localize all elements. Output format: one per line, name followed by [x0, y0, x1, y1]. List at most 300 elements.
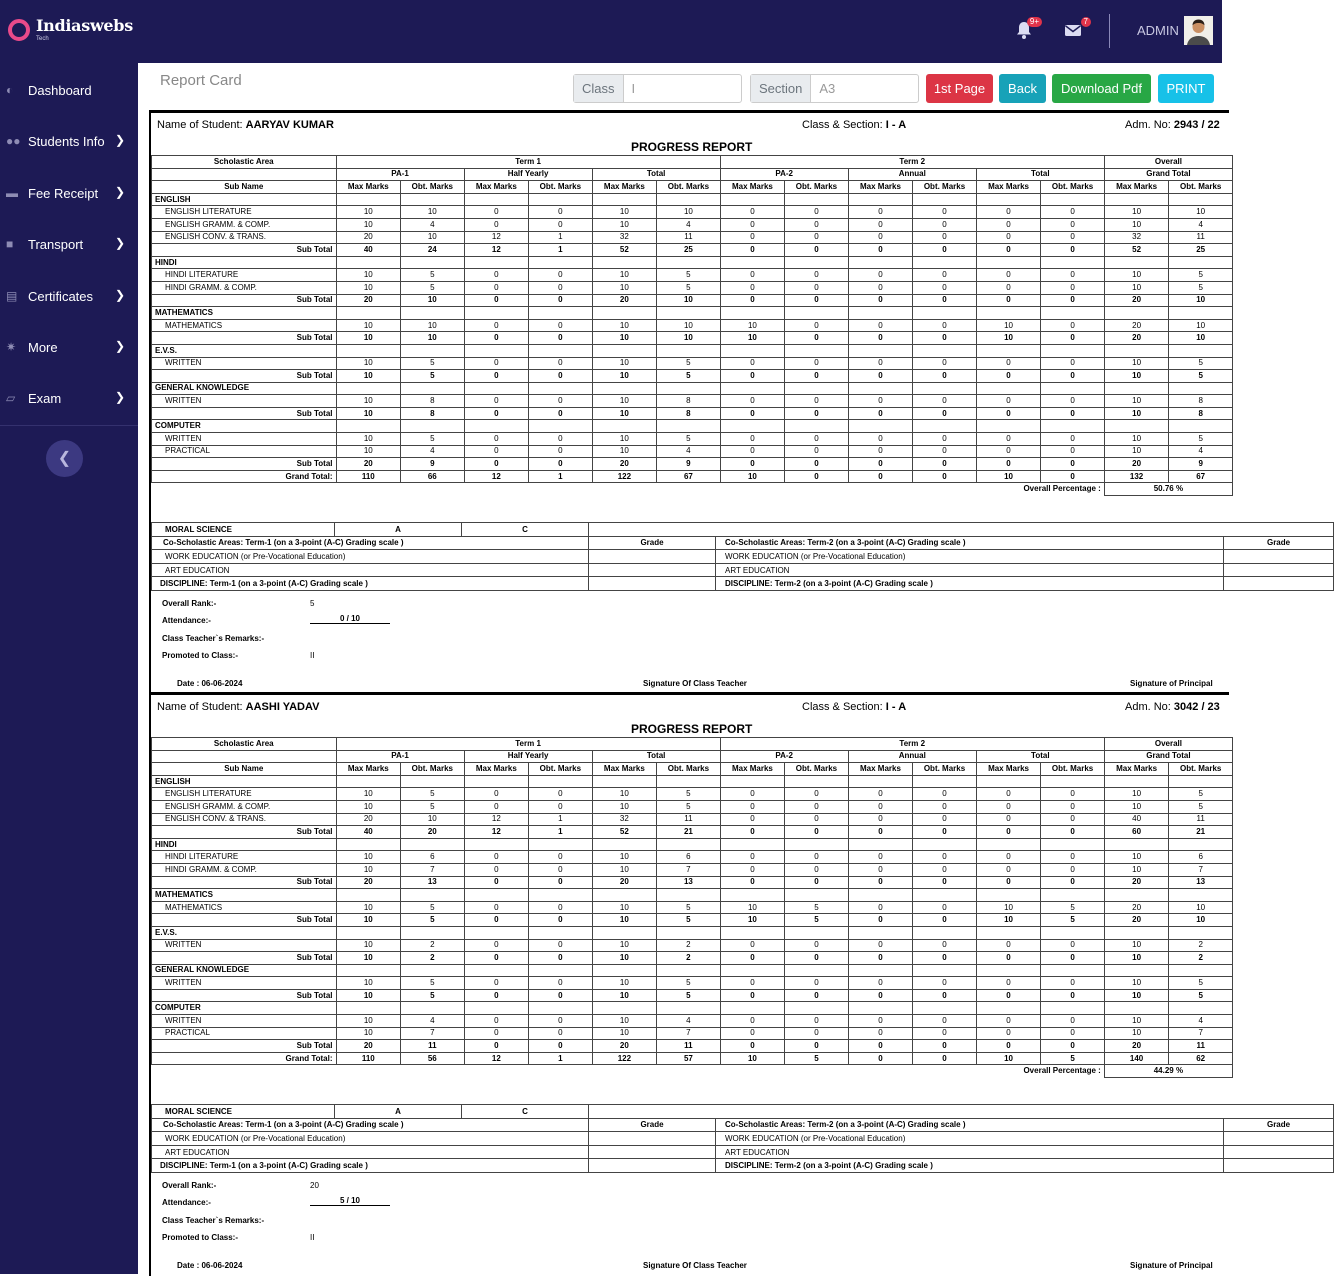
scholastic-area-header: Scholastic Area — [152, 156, 337, 169]
messages-badge: 7 — [1081, 17, 1091, 27]
blank-cell — [913, 889, 977, 902]
marks-cell: 0 — [913, 901, 977, 914]
marks-cell: 56 — [401, 1052, 465, 1065]
sidebar-item-transport[interactable] — [6, 234, 131, 254]
marks-cell: 0 — [976, 813, 1041, 826]
blank-cell — [1041, 775, 1105, 788]
blank-cell — [336, 256, 401, 269]
marks-cell: 10 — [1104, 445, 1169, 458]
attendance-value: 5 / 10 — [310, 1196, 390, 1206]
marks-cell: 0 — [464, 218, 529, 231]
blank-cell — [1224, 1132, 1334, 1146]
marks-cell: 0 — [913, 1015, 977, 1028]
subject-row — [152, 218, 1233, 231]
marks-cell: 57 — [657, 1052, 721, 1065]
marks-cell: 0 — [848, 458, 913, 471]
marks-cell: 0 — [720, 989, 785, 1002]
sidebar-item-more[interactable] — [6, 337, 131, 357]
marks-cell: 20 — [1104, 1040, 1169, 1053]
marks-cell: 0 — [720, 851, 785, 864]
blank-cell — [336, 838, 401, 851]
blank-cell — [529, 256, 593, 269]
marks-cell: 12 — [464, 231, 529, 244]
marks-cell: 10 — [401, 231, 465, 244]
total-row — [152, 244, 1233, 257]
marks-cell: 5 — [401, 800, 465, 813]
sidebar-item-dashboard[interactable] — [6, 80, 131, 100]
marks-cell: 0 — [464, 445, 529, 458]
blank-cell — [464, 926, 529, 939]
marks-cell: 0 — [913, 1027, 977, 1040]
subject-name: WRITTEN — [152, 977, 337, 990]
blank-cell — [976, 964, 1041, 977]
marks-cell: 10 — [1104, 952, 1169, 965]
marks-cell: 0 — [529, 989, 593, 1002]
marks-cell: 0 — [464, 876, 529, 889]
marks-cell: 10 — [1169, 294, 1233, 307]
blank-cell — [657, 1002, 721, 1015]
notification-badge: 9+ — [1027, 17, 1042, 27]
marks-cell: 0 — [976, 370, 1041, 383]
overall-rank-value: 20 — [310, 1181, 319, 1190]
marks-cell: 0 — [464, 319, 529, 332]
marks-cell: 0 — [848, 370, 913, 383]
blank-cell — [1224, 563, 1334, 577]
class-label: Class — [574, 75, 624, 102]
marks-cell: 0 — [848, 319, 913, 332]
marks-cell: 0 — [785, 407, 849, 420]
marks-cell: 0 — [720, 269, 785, 282]
progress-report-title: PROGRESS REPORT — [631, 722, 753, 736]
co-scholastic-term1-header: Co-Scholastic Areas: Term-1 (on a 3-point (A-C) Grading scale ) — [152, 1118, 589, 1132]
blank-cell — [976, 344, 1041, 357]
marks-cell: 0 — [848, 952, 913, 965]
total-label: Sub Total — [152, 1040, 337, 1053]
class-section-line — [802, 701, 906, 713]
marks-cell: 0 — [529, 407, 593, 420]
marks-cell: 0 — [913, 458, 977, 471]
blank-cell — [657, 420, 721, 433]
marks-cell: 0 — [464, 939, 529, 952]
marks-cell: 10 — [720, 319, 785, 332]
marks-cell: 0 — [464, 914, 529, 927]
marks-cell: 0 — [848, 1027, 913, 1040]
marks-cell: 0 — [976, 294, 1041, 307]
max-marks-header: Max Marks — [336, 181, 401, 194]
overall-percentage-label: Overall Percentage : — [152, 1065, 1105, 1078]
sidebar-item-fee-receipt[interactable] — [6, 183, 131, 203]
marks-cell: 7 — [401, 1027, 465, 1040]
blank-cell — [976, 256, 1041, 269]
marks-cell: 10 — [1104, 281, 1169, 294]
sidebar-collapse-button[interactable] — [46, 440, 83, 477]
marks-cell: 0 — [913, 407, 977, 420]
blank-cell — [529, 926, 593, 939]
blank-cell — [336, 926, 401, 939]
page-title: Report Card — [160, 72, 242, 89]
blank-cell — [913, 256, 977, 269]
marks-cell: 10 — [336, 1027, 401, 1040]
marks-cell: 0 — [464, 395, 529, 408]
blank-cell — [592, 256, 657, 269]
student-name: AARYAV KUMAR — [245, 119, 334, 131]
marks-cell: 0 — [976, 826, 1041, 839]
marks-cell: 0 — [720, 370, 785, 383]
marks-cell: 6 — [657, 851, 721, 864]
marks-cell: 10 — [1104, 939, 1169, 952]
class-section-label: Class & Section: — [802, 119, 883, 131]
total-row — [152, 876, 1233, 889]
blank-cell — [785, 964, 849, 977]
blank-cell — [589, 1105, 1334, 1119]
marks-cell: 10 — [336, 788, 401, 801]
marks-cell: 0 — [848, 1015, 913, 1028]
blank-cell — [657, 926, 721, 939]
blank-cell — [785, 926, 849, 939]
subject-group-row — [152, 193, 1233, 206]
blank-cell — [976, 1002, 1041, 1015]
marks-cell: 0 — [976, 357, 1041, 370]
marks-cell: 10 — [720, 332, 785, 345]
avatar[interactable] — [1184, 16, 1213, 45]
marks-cell: 122 — [592, 1052, 657, 1065]
blank-cell — [589, 550, 716, 564]
blank-cell — [720, 889, 785, 902]
marks-cell: 0 — [785, 332, 849, 345]
total-row — [152, 370, 1233, 383]
marks-cell: 0 — [464, 863, 529, 876]
discipline-term2-label: DISCIPLINE: Term-2 (on a 3-point (A-C) Grading scale ) — [716, 577, 1224, 591]
marks-cell: 10 — [336, 800, 401, 813]
moral-term1-grade: A — [335, 523, 462, 537]
marks-cell: 10 — [1104, 788, 1169, 801]
blank-cell — [464, 307, 529, 320]
overall-percentage-value: 50.76 % — [1104, 483, 1232, 496]
marks-cell: 10 — [592, 206, 657, 219]
subject-row — [152, 281, 1233, 294]
marks-cell: 0 — [720, 863, 785, 876]
marks-cell: 10 — [336, 433, 401, 446]
marks-cell: 10 — [336, 332, 401, 345]
marks-cell: 11 — [657, 231, 721, 244]
marks-cell: 5 — [1041, 914, 1105, 927]
blank-cell — [720, 344, 785, 357]
date-label: Date : — [177, 679, 200, 688]
work-education-label: WORK EDUCATION (or Pre-Vocational Education) — [152, 1132, 589, 1146]
marks-cell: 0 — [464, 800, 529, 813]
marks-cell: 0 — [720, 1040, 785, 1053]
marks-cell: 0 — [848, 813, 913, 826]
class-field[interactable] — [573, 74, 742, 103]
pa2-header: PA-2 — [720, 750, 848, 763]
marks-cell: 0 — [529, 851, 593, 864]
marks-cell: 10 — [1104, 851, 1169, 864]
chevron-right-icon: ❯ — [114, 288, 125, 302]
marks-cell: 10 — [592, 788, 657, 801]
date-value: 06-06-2024 — [201, 1261, 243, 1270]
blank-cell — [401, 256, 465, 269]
marks-cell: 10 — [1169, 914, 1233, 927]
total-label: Sub Total — [152, 826, 337, 839]
total-row — [152, 1052, 1233, 1065]
marks-cell: 0 — [785, 977, 849, 990]
blank-cell — [529, 193, 593, 206]
marks-cell: 10 — [592, 395, 657, 408]
marks-cell: 0 — [913, 851, 977, 864]
marks-cell: 0 — [720, 206, 785, 219]
marks-cell: 5 — [785, 1052, 849, 1065]
marks-cell: 0 — [464, 901, 529, 914]
marks-cell: 0 — [976, 952, 1041, 965]
discipline-term1-label: DISCIPLINE: Term-1 (on a 3-point (A-C) Grading scale ) — [152, 1159, 589, 1173]
brand-subtitle: Tech — [36, 36, 49, 42]
subject-group-row — [152, 420, 1233, 433]
blank-cell — [401, 344, 465, 357]
sidebar-item-label: Students Info — [28, 133, 105, 149]
marks-cell: 0 — [1041, 470, 1105, 483]
marks-cell: 0 — [848, 294, 913, 307]
blank-cell — [785, 307, 849, 320]
subject-group-name: ENGLISH — [152, 193, 337, 206]
blank-cell — [464, 964, 529, 977]
marks-cell: 10 — [592, 1027, 657, 1040]
marks-cell: 0 — [785, 218, 849, 231]
marks-cell: 40 — [336, 244, 401, 257]
marks-cell: 10 — [336, 395, 401, 408]
marks-cell: 10 — [336, 901, 401, 914]
overall-percentage-value: 44.29 % — [1104, 1065, 1232, 1078]
marks-cell: 32 — [592, 813, 657, 826]
moral-term2-grade: C — [462, 1105, 589, 1119]
blank-cell — [589, 1132, 716, 1146]
back-button[interactable]: Back — [999, 74, 1046, 103]
marks-cell: 10 — [336, 218, 401, 231]
sidebar-item-label: Certificates — [28, 288, 94, 304]
half-yearly-header: Half Yearly — [464, 168, 592, 181]
marks-cell: 10 — [336, 851, 401, 864]
blank-cell — [401, 775, 465, 788]
subject-row — [152, 433, 1233, 446]
marks-cell: 0 — [529, 281, 593, 294]
brand-logo[interactable] — [8, 18, 133, 42]
marks-cell: 20 — [1104, 876, 1169, 889]
blank-cell — [529, 775, 593, 788]
marks-cell: 0 — [529, 294, 593, 307]
marks-cell: 0 — [720, 977, 785, 990]
marks-cell: 10 — [1104, 433, 1169, 446]
blank-cell — [848, 193, 913, 206]
marks-cell: 0 — [1041, 395, 1105, 408]
marks-cell: 0 — [976, 977, 1041, 990]
moral-science-label: MORAL SCIENCE — [152, 523, 335, 537]
marks-cell: 0 — [1041, 1015, 1105, 1028]
blank-cell — [1169, 838, 1233, 851]
blank-cell — [848, 420, 913, 433]
subject-row — [152, 231, 1233, 244]
marks-cell: 8 — [657, 407, 721, 420]
marks-cell: 10 — [401, 332, 465, 345]
marks-cell: 0 — [464, 1040, 529, 1053]
marks-cell: 5 — [401, 281, 465, 294]
marks-cell: 0 — [785, 788, 849, 801]
notification-button[interactable] — [1014, 17, 1039, 42]
marks-cell: 12 — [464, 1052, 529, 1065]
subject-row — [152, 788, 1233, 801]
marks-cell: 5 — [401, 989, 465, 1002]
marks-cell: 0 — [913, 876, 977, 889]
attendance-label: Attendance:- — [162, 1198, 211, 1207]
blank-cell — [401, 382, 465, 395]
subject-name: WRITTEN — [152, 939, 337, 952]
marks-cell: 10 — [592, 269, 657, 282]
marks-cell: 13 — [657, 876, 721, 889]
marks-cell: 0 — [720, 788, 785, 801]
co-scholastic-table — [151, 522, 1334, 591]
max-marks-header: Max Marks — [848, 181, 913, 194]
chevron-right-icon: ❯ — [114, 133, 125, 147]
subject-name: HINDI GRAMM. & COMP. — [152, 281, 337, 294]
max-marks-header: Max Marks — [720, 763, 785, 776]
blank-cell — [848, 256, 913, 269]
total-row — [152, 458, 1233, 471]
sidebar-item-exam[interactable] — [6, 388, 131, 408]
obt-marks-header: Obt. Marks — [657, 181, 721, 194]
marks-cell: 0 — [785, 826, 849, 839]
blank-cell — [720, 256, 785, 269]
obt-marks-header: Obt. Marks — [785, 181, 849, 194]
marks-cell: 10 — [592, 939, 657, 952]
blank-cell — [529, 838, 593, 851]
grade-header: Grade — [589, 536, 716, 550]
logo-mark-icon — [8, 19, 30, 41]
blank-cell — [401, 1002, 465, 1015]
work-education-label: WORK EDUCATION (or Pre-Vocational Education) — [152, 550, 589, 564]
blank-cell — [785, 256, 849, 269]
marks-cell: 0 — [785, 370, 849, 383]
print-button[interactable]: PRINT — [1158, 74, 1214, 103]
section-input[interactable]: A3 — [819, 81, 836, 96]
marks-cell: 0 — [913, 244, 977, 257]
principal-signature: Signature of Principal — [1130, 1261, 1213, 1270]
blank-cell — [976, 889, 1041, 902]
marks-cell: 40 — [1104, 813, 1169, 826]
work-education-label: WORK EDUCATION (or Pre-Vocational Education) — [716, 550, 1224, 564]
marks-cell: 10 — [1104, 977, 1169, 990]
marks-cell: 52 — [592, 244, 657, 257]
chevron-left-icon: ❮ — [57, 450, 72, 467]
blank-cell — [657, 889, 721, 902]
blank-cell — [848, 775, 913, 788]
marks-table — [151, 155, 1233, 496]
user-name[interactable]: ADMIN — [1137, 23, 1179, 38]
marks-cell: 0 — [1041, 800, 1105, 813]
blank-cell — [592, 889, 657, 902]
blank-cell — [1104, 382, 1169, 395]
download-pdf-button[interactable]: Download Pdf — [1052, 74, 1151, 103]
marks-cell: 20 — [336, 458, 401, 471]
marks-cell: 0 — [1041, 1027, 1105, 1040]
total-row — [152, 1040, 1233, 1053]
blank-cell — [720, 838, 785, 851]
marks-cell: 0 — [848, 901, 913, 914]
blank-cell — [589, 523, 1334, 537]
marks-cell: 10 — [592, 218, 657, 231]
marks-cell: 0 — [913, 395, 977, 408]
marks-cell: 10 — [401, 206, 465, 219]
blank-cell — [401, 889, 465, 902]
subject-row — [152, 269, 1233, 282]
blank-cell — [464, 256, 529, 269]
marks-cell: 13 — [1169, 876, 1233, 889]
sidebar-item-students-info[interactable] — [6, 131, 131, 151]
marks-cell: 4 — [1169, 1015, 1233, 1028]
marks-cell: 0 — [848, 357, 913, 370]
term2-header: Term 2 — [720, 738, 1104, 751]
marks-cell: 10 — [592, 281, 657, 294]
marks-cell: 10 — [592, 357, 657, 370]
marks-cell: 0 — [913, 1040, 977, 1053]
sidebar-item-certificates[interactable] — [6, 286, 131, 306]
marks-cell: 67 — [1169, 470, 1233, 483]
class-section-line — [802, 119, 906, 131]
marks-cell: 5 — [1169, 989, 1233, 1002]
marks-cell: 10 — [401, 294, 465, 307]
marks-cell: 0 — [976, 458, 1041, 471]
marks-cell: 20 — [1104, 332, 1169, 345]
marks-cell: 62 — [1169, 1052, 1233, 1065]
blank-cell — [464, 1002, 529, 1015]
marks-cell: 10 — [336, 1015, 401, 1028]
marks-cell: 10 — [592, 989, 657, 1002]
total-header: Total — [592, 168, 720, 181]
marks-cell: 0 — [976, 281, 1041, 294]
blank-cell — [976, 420, 1041, 433]
marks-cell: 0 — [464, 851, 529, 864]
marks-cell: 0 — [848, 876, 913, 889]
grand-total-header: Grand Total — [1104, 168, 1232, 181]
marks-cell: 0 — [848, 851, 913, 864]
marks-cell: 0 — [848, 1052, 913, 1065]
first-page-button[interactable]: 1st Page — [926, 74, 993, 103]
section-field[interactable] — [750, 74, 919, 103]
marks-cell: 5 — [1169, 281, 1233, 294]
marks-cell: 5 — [401, 977, 465, 990]
class-teacher-signature: Signature Of Class Teacher — [643, 679, 747, 688]
class-input[interactable]: I — [631, 81, 636, 96]
marks-cell: 110 — [336, 470, 401, 483]
marks-cell: 0 — [529, 800, 593, 813]
total-label: Sub Total — [152, 332, 337, 345]
messages-button[interactable] — [1063, 17, 1088, 42]
blank-cell — [785, 382, 849, 395]
overall-rank-label: Overall Rank:- — [162, 599, 217, 608]
marks-cell: 0 — [913, 433, 977, 446]
marks-cell: 0 — [785, 395, 849, 408]
marks-cell: 0 — [464, 206, 529, 219]
total-label: Sub Total — [152, 876, 337, 889]
marks-cell: 20 — [336, 1040, 401, 1053]
marks-cell: 0 — [529, 901, 593, 914]
sidebar — [0, 63, 138, 1274]
blank-cell — [1169, 775, 1233, 788]
half-yearly-header: Half Yearly — [464, 750, 592, 763]
marks-cell: 5 — [657, 901, 721, 914]
blank-cell — [589, 1145, 716, 1159]
blank-cell — [1224, 577, 1334, 591]
marks-cell: 0 — [848, 206, 913, 219]
marks-cell: 0 — [976, 788, 1041, 801]
blank-cell — [336, 889, 401, 902]
